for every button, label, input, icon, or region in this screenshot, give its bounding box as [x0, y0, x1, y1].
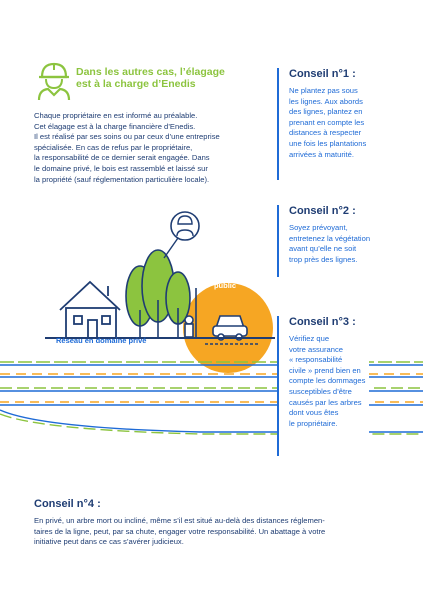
tip-line: distances à respecter	[289, 128, 362, 138]
tip-line: civile » prend bien en	[289, 365, 361, 375]
main-paragraph	[34, 111, 259, 185]
house-icon	[60, 282, 120, 338]
tip-line: initiative peut dans ce cas s’avérer judicieux.	[34, 537, 184, 547]
public-domain-label-line-1: Domaine	[209, 272, 241, 281]
section-title-line-1: Dans les autres cas, l’élagage	[76, 66, 225, 78]
public-domain-label	[200, 272, 250, 290]
section-title-line-2: est à la charge d’Enedis	[76, 78, 196, 90]
tip-line: susceptibles d’être	[289, 386, 352, 396]
tip-line: le propriétaire.	[289, 418, 338, 428]
paragraph-line: le domaine privé, le bois est rassemblé et laissé sur	[34, 163, 208, 173]
tip-line: trop près des lignes.	[289, 254, 358, 264]
tip-line: causés par les arbres	[289, 397, 362, 407]
tip-line: compte les dommages	[289, 376, 366, 386]
tip-line: avant qu’elle ne soit	[289, 244, 357, 254]
tip-4-title: Conseil n°4 :	[34, 498, 101, 510]
tip-line: une fois les plantations	[289, 138, 367, 148]
worker-badge-icon	[164, 212, 199, 258]
tip-line: arrivées à maturité.	[289, 149, 354, 159]
tip-4	[34, 498, 389, 548]
tip-line: dont vous êtes	[289, 408, 339, 418]
tip-3	[277, 316, 369, 456]
car-icon	[213, 316, 247, 340]
tip-line: Vérifiez que	[289, 334, 330, 343]
tip-line: Ne plantez pas sous	[289, 86, 358, 95]
section-title	[76, 66, 256, 90]
tip-line: les lignes. Aux abords	[289, 96, 363, 106]
paragraph-line: Chaque propriétaire en est informé au préalable.	[34, 111, 198, 120]
tip-4-body	[34, 516, 389, 548]
tip-line: des lignes, plantez en	[289, 107, 363, 117]
tip-3-body	[289, 334, 365, 429]
tip-line: prenant en compte les	[289, 117, 365, 127]
tip-line: votre assurance	[289, 344, 344, 354]
tip-1-body	[289, 86, 366, 160]
paragraph-line: la propriété (sauf réglementation particulière locale).	[34, 174, 210, 184]
public-domain-label-line-2: public	[213, 281, 237, 290]
tip-1-title: Conseil n°1 :	[289, 68, 356, 80]
tip-line: Soyez prévoyant,	[289, 223, 348, 232]
tip-line: entretenez la végétation	[289, 233, 371, 243]
tip-2-title: Conseil n°2 :	[289, 205, 356, 217]
tip-3-title: Conseil n°3 :	[289, 316, 356, 328]
tip-1	[277, 68, 366, 180]
private-network-label: Réseau en domaine privé	[56, 336, 147, 345]
paragraph-line: la responsabilité de ce dernier serait engagée. Dans	[34, 153, 210, 163]
tip-line: « responsabilité	[289, 355, 343, 365]
paragraph-line: spécialisée. En cas de refus par le propriétaire,	[34, 142, 193, 152]
paragraph-line: Cet élagage est à la charge financière d’Enedis.	[34, 121, 196, 131]
trees-icon	[126, 250, 190, 337]
tip-line: taires de la ligne, peut, par sa chute, engager votre responsabilité. Un abattage à votre	[34, 526, 326, 536]
paragraph-line: Il est réalisé par ses soins ou par ceux d’une entreprise	[34, 132, 220, 142]
tip-line: En privé, un arbre mort ou incliné, même s’il est situé au-delà des distances réglemen-	[34, 516, 325, 525]
worker-icon	[36, 60, 72, 100]
